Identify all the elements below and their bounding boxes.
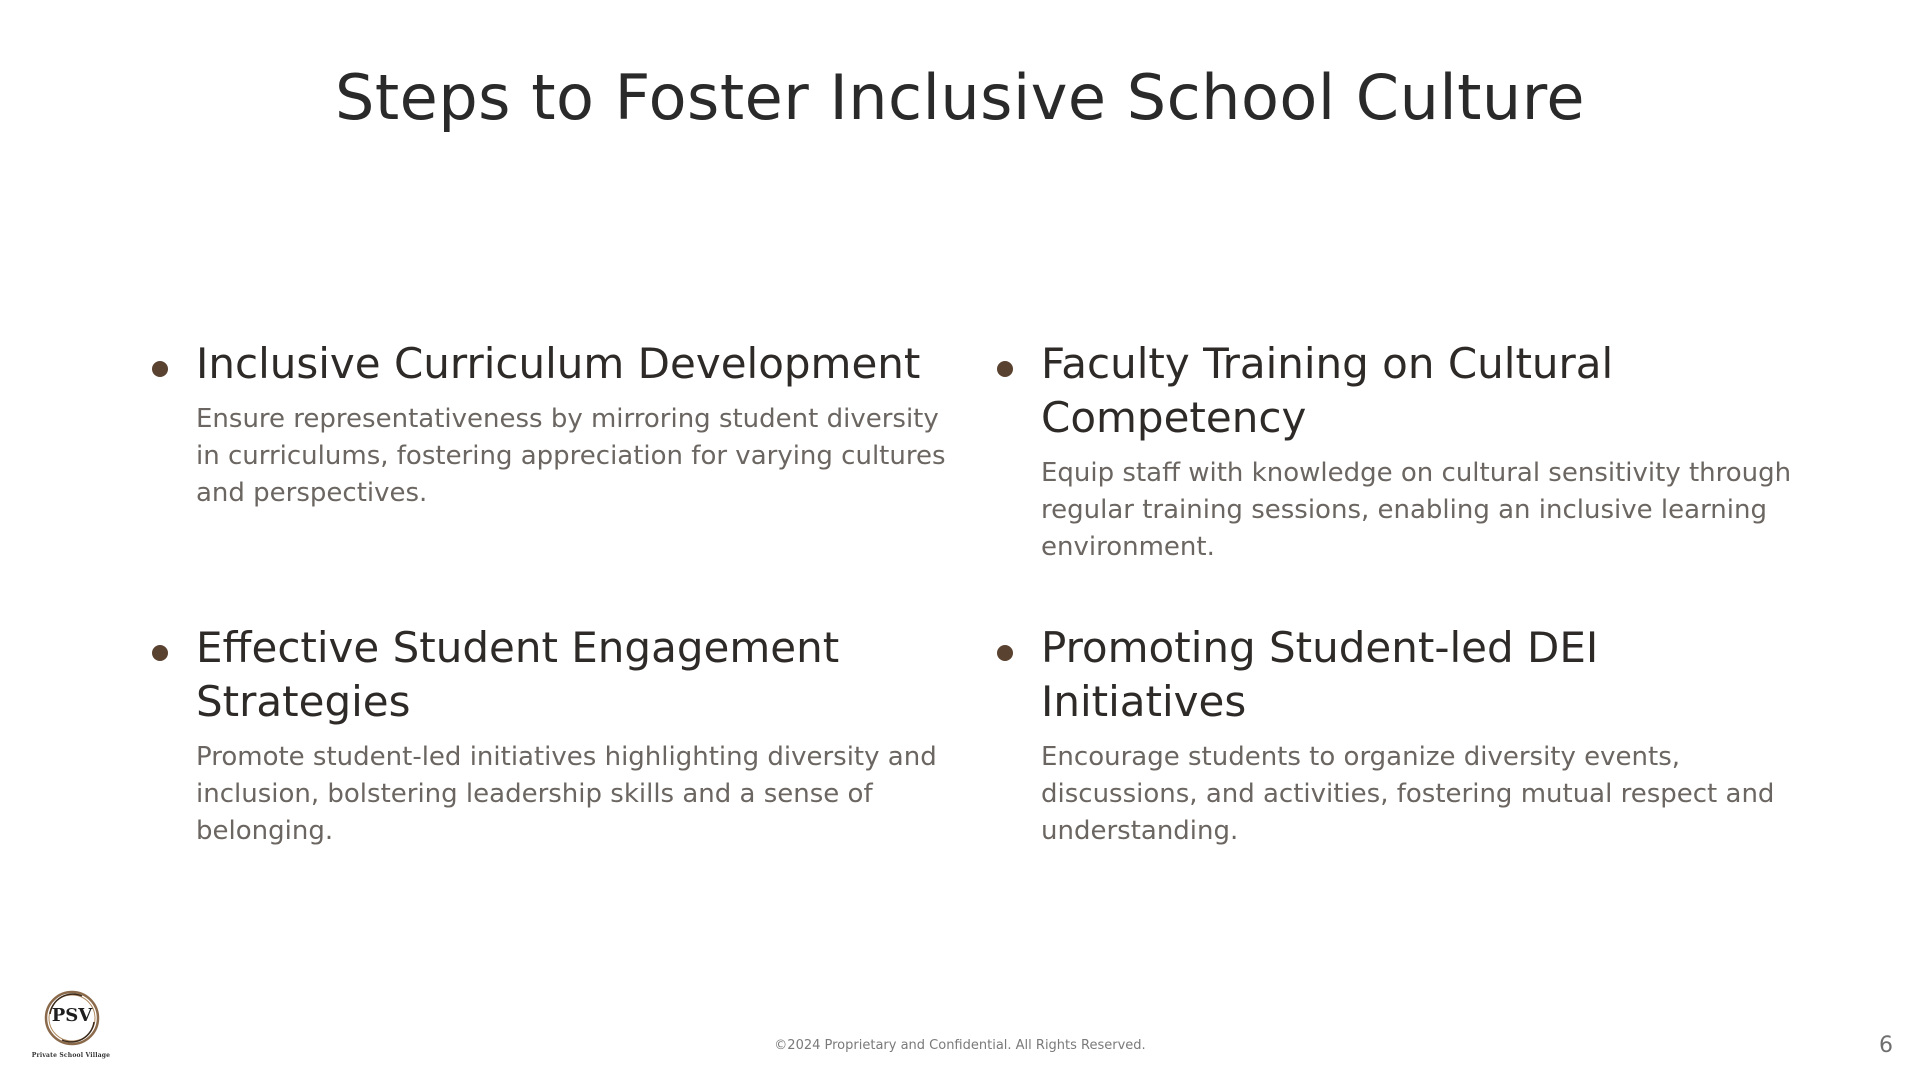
bullet-item bbox=[196, 337, 956, 512]
item-description: Ensure representativeness by mirroring student diversity in curriculums, fostering appreciation for varying cultures and perspectives. bbox=[196, 404, 946, 508]
item-description: Encourage students to organize diversity events, discussions, and activities, fostering mutual respect and understanding. bbox=[1041, 742, 1775, 846]
item-heading: Faculty Training on Cultural Competency bbox=[1041, 339, 1614, 442]
item-description: Promote student-led initiatives highlighting diversity and inclusion, bolstering leadership skills and a sense of belonging. bbox=[196, 742, 937, 846]
bullet-dot-icon bbox=[997, 645, 1013, 661]
bullet-item bbox=[1041, 337, 1801, 566]
bullet-item bbox=[1041, 621, 1801, 850]
bullet-dot-icon bbox=[152, 361, 168, 377]
logo-caption: Private School Village bbox=[31, 1052, 111, 1059]
bullet-item bbox=[196, 621, 956, 850]
item-description: Equip staff with knowledge on cultural sensitivity through regular training sessions, enabling an inclusive learning environment. bbox=[1041, 458, 1792, 562]
item-heading: Effective Student Engagement Strategies bbox=[196, 623, 840, 726]
logo-letters: PSV bbox=[51, 1005, 93, 1026]
slide-title: Steps to Foster Inclusive School Culture bbox=[335, 61, 1585, 134]
item-heading: Promoting Student-led DEI Initiatives bbox=[1041, 623, 1599, 726]
bullet-dot-icon bbox=[152, 645, 168, 661]
bullet-dot-icon bbox=[997, 361, 1013, 377]
footer-copyright: ©2024 Proprietary and Confidential. All Rights Reserved. bbox=[774, 1038, 1146, 1053]
item-heading: Inclusive Curriculum Development bbox=[196, 339, 921, 388]
page-number: 6 bbox=[1879, 1033, 1893, 1058]
